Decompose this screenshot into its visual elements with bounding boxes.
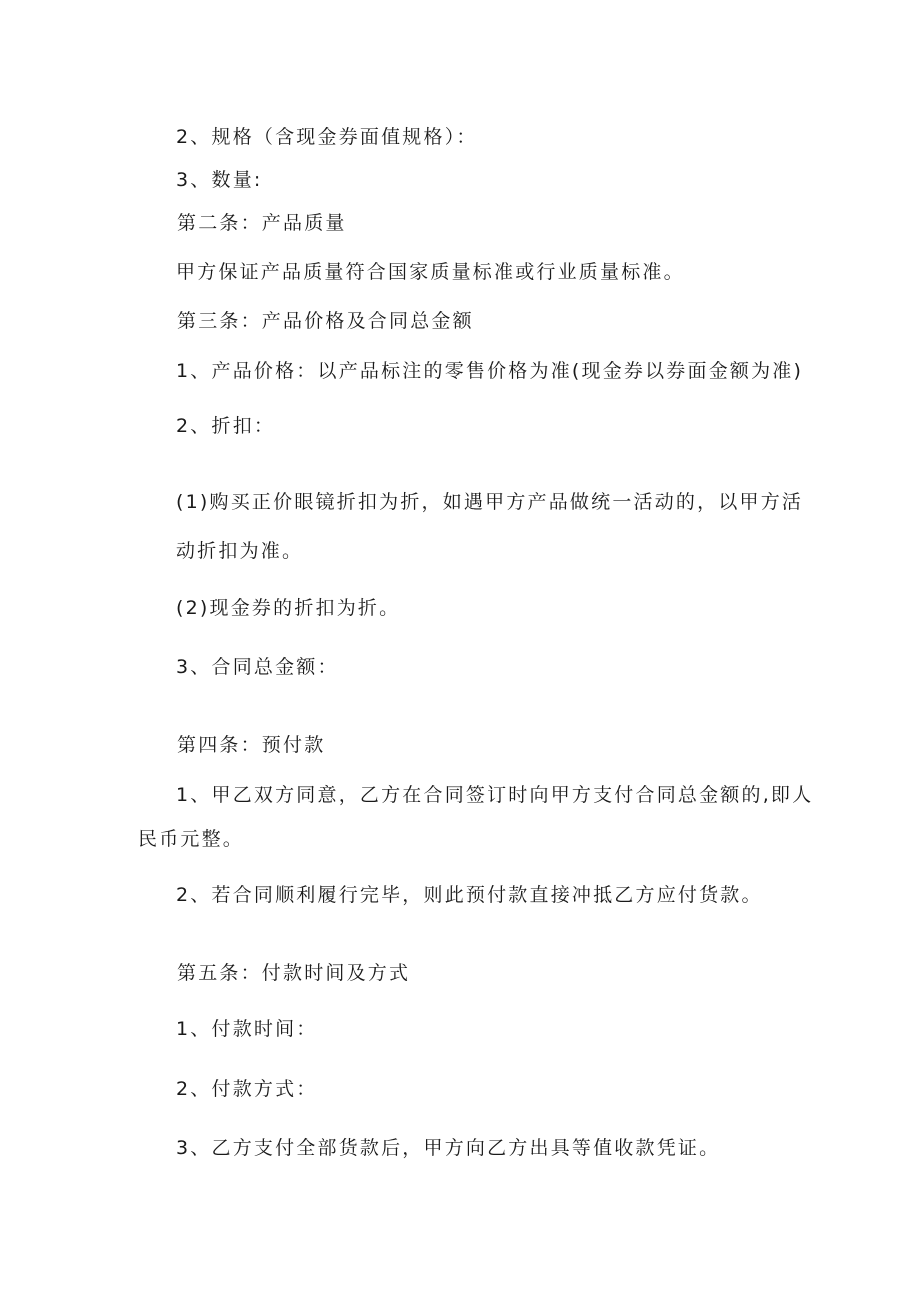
quantity-item: 3、数量: [176, 169, 263, 191]
article-5-heading: 第五条：付款时间及方式 [177, 962, 411, 984]
article-3-heading: 第三条：产品价格及合同总金额 [177, 310, 474, 332]
spec-item: 2、规格（含现金券面值规格）： [176, 126, 478, 148]
price-item: 1、产品价格：以产品标注的零售价格为准(现金券以券面金额为准) [176, 360, 804, 382]
article-4-heading: 第四条：预付款 [177, 734, 326, 756]
prepayment-item-1-line-2: 民币元整。 [138, 828, 245, 850]
discount-sub-1-line-2: 动折扣为准。 [176, 540, 304, 562]
payment-time-item: 1、付款时间： [176, 1018, 318, 1040]
article-2-heading: 第二条：产品质量 [177, 212, 347, 234]
discount-item: 2、折扣： [176, 415, 276, 437]
prepayment-item-2: 2、若合同顺利履行完毕，则此预付款直接冲抵乙方应付货款。 [176, 884, 763, 906]
discount-sub-1-line-1: (1)购买正价眼镜折扣为折，如遇甲方产品做统一活动的，以甲方活 [176, 491, 804, 513]
discount-sub-2: (2)现金券的折扣为折。 [176, 597, 401, 619]
receipt-item: 3、乙方支付全部货款后，甲方向乙方出具等值收款凭证。 [176, 1137, 721, 1159]
payment-method-item: 2、付款方式： [176, 1078, 318, 1100]
total-amount-item: 3、合同总金额： [176, 656, 339, 678]
quality-paragraph: 甲方保证产品质量符合国家质量标准或行业质量标准。 [176, 261, 685, 283]
prepayment-item-1-line-1: 1、甲乙双方同意，乙方在合同签订时向甲方支付合同总金额的,即人 [176, 784, 814, 806]
